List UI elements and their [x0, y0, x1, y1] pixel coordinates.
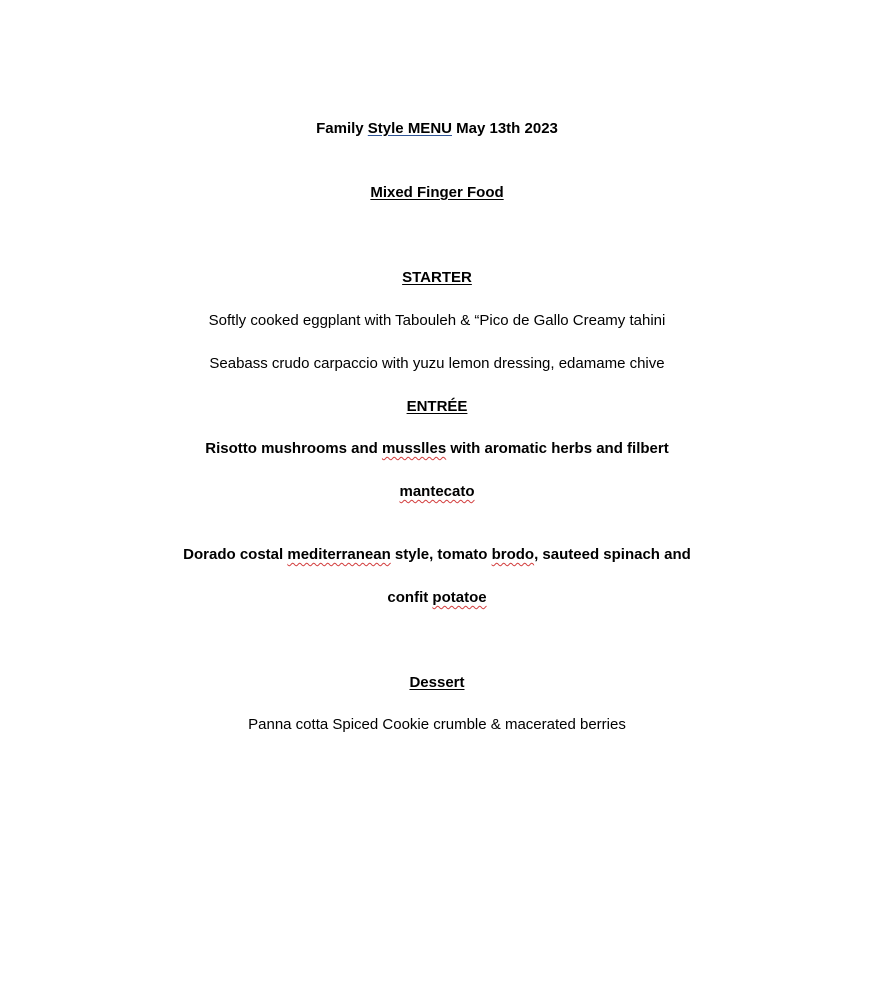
finger-food-heading: Mixed Finger Food [370, 184, 504, 201]
dorado-text-f: confit [387, 589, 433, 606]
menu-title-part-3: May 13th 2023 [451, 120, 558, 137]
dessert-item-1: Panna cotta Spiced Cookie crumble & macerated berries [248, 716, 626, 733]
risotto-text-c: with aromatic herbs and filbert [446, 440, 669, 457]
menu-title [0, 119, 874, 139]
entree-item-dorado-line-2 [0, 588, 874, 608]
risotto-text-d: mantecato [399, 483, 475, 500]
entree-item-risotto-line-1 [0, 439, 874, 459]
dessert-heading: Dessert [409, 674, 465, 691]
starter-item-1: Softly cooked eggplant with Tabouleh & “Pico de Gallo Creamy tahini [208, 312, 666, 329]
entree-heading: ENTRÉE [406, 398, 468, 415]
risotto-text-b: musslles [381, 440, 447, 457]
risotto-text-a: Risotto mushrooms and [205, 440, 382, 457]
entree-item-dorado-line-1 [0, 545, 874, 565]
dorado-text-g: potatoe [432, 589, 487, 606]
dorado-text-c: style, tomato [390, 546, 492, 563]
starter-item-2: Seabass crudo carpaccio with yuzu lemon dressing, edamame chive [209, 355, 665, 372]
starter-heading: STARTER [402, 269, 472, 286]
dorado-text-e: , sauteed spinach and [534, 546, 691, 563]
dorado-text-a: Dorado costal [183, 546, 288, 563]
dorado-text-d: brodo [491, 546, 535, 563]
menu-title-part-1: Family [316, 120, 368, 137]
menu-title-part-2: Style MENU [367, 120, 452, 137]
dorado-text-b: mediterranean [287, 546, 391, 563]
entree-item-risotto-line-2 [0, 482, 874, 502]
